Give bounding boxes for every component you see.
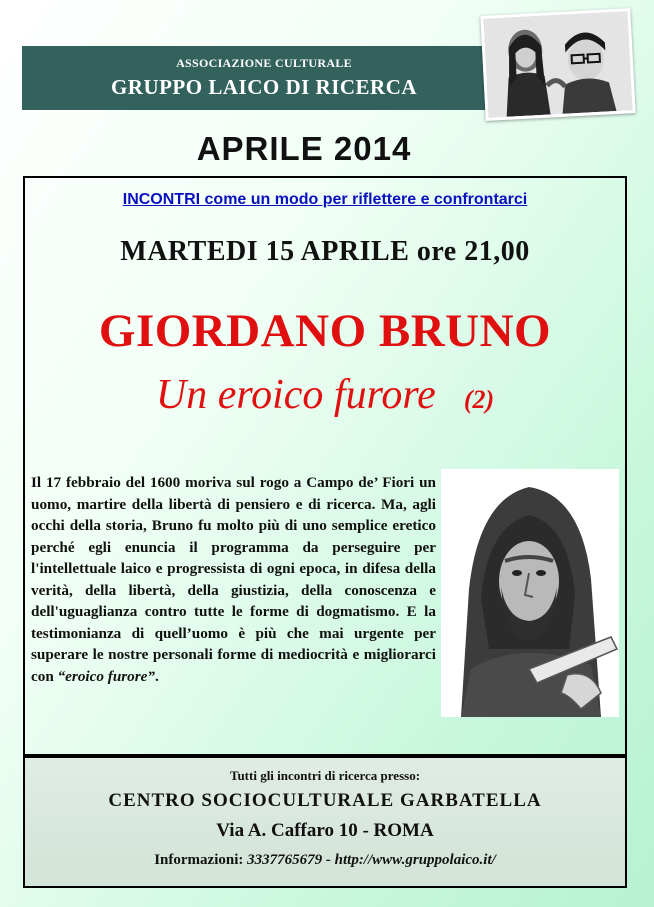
event-box — [23, 176, 627, 756]
venue-address: Via A. Caffaro 10 - ROMA — [216, 820, 434, 841]
footer-box — [23, 756, 627, 888]
giordano-bruno-portrait — [441, 469, 619, 717]
description-emphasis: “eroico furore” — [57, 667, 156, 685]
description-text: Il 17 febbraio del 1600 moriva sul rogo a Campo de’ Fiori un uomo, martire della libertà di pensiero e di ricerca. Ma, agli occhi della storia, Bruno fu molto più di uno semplice eretico perché egli enuncia il programma da perseguire per l'intellettuale laico e progressista di ogni epoca, in difesa della verità, della libertà, della giustizia, della conoscenza e dell'uguaglianza contro tutte le forme di dogmatismo. E la testimonianza di quell’uomo è più che mai urgente per superare le nostre personali forme di mediocrità e migliorarci con — [31, 474, 436, 685]
month-year-heading: APRILE 2014 — [196, 130, 412, 167]
event-title: GIORDANO BRUNO — [98, 305, 552, 357]
footer-intro: Tutti gli incontri di ricerca presso: — [229, 768, 421, 783]
group-name: GRUPPO LAICO DI RICERCA — [110, 75, 418, 99]
event-datetime: MARTEDI 15 APRILE ore 21,00 — [120, 236, 530, 267]
event-subtitle — [25, 371, 625, 419]
tagline: INCONTRI come un modo per riflettere e confrontarci — [122, 191, 528, 208]
header-photo — [480, 8, 635, 121]
two-men-photo-icon — [484, 11, 633, 117]
info-value[interactable]: 3337765679 - http://www.gruppolaico.it/ — [247, 852, 496, 868]
association-label: ASSOCIAZIONE CULTURALE — [176, 56, 352, 70]
contact-info — [25, 852, 625, 869]
info-label: Informazioni: — [154, 852, 244, 868]
description-end: . — [155, 667, 159, 685]
portrait-icon — [441, 469, 619, 717]
subtitle-text: Un eroico furore — [155, 372, 436, 418]
venue-name: CENTRO SOCIOCULTURALE GARBATELLA — [108, 790, 542, 811]
subtitle-number: (2) — [463, 385, 495, 414]
description-paragraph — [31, 472, 436, 687]
